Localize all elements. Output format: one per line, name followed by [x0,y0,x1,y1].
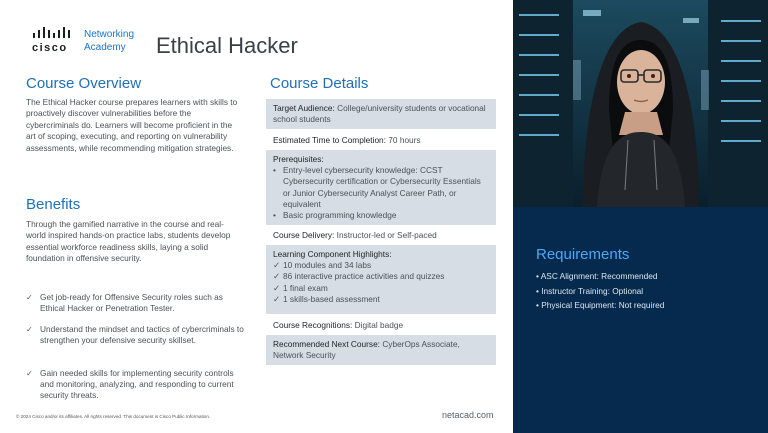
highlights-row [266,245,496,314]
target-audience-row [266,99,496,129]
benefits-text: Through the gamified narrative in the course and real-world inspired hands-on practice labs, students develop essential workforce readiness skills, laying a solid foundation in offensive security. [26,219,231,264]
check-icon: ✓ [273,271,280,282]
highlights-list [273,260,489,305]
recognition-row [266,316,496,334]
cisco-bars-icon [32,26,74,40]
footer-url-link[interactable]: netacad.com [442,410,494,420]
prerequisites-row [266,150,496,225]
bullet-icon: • [536,300,539,310]
next-course-row [266,335,496,365]
check-icon: ✓ [273,260,280,271]
check-icon: ✓ [273,293,280,304]
delivery-value: Instructor-led or Self-paced [336,230,437,240]
check-icon: ✓ [26,293,33,302]
prerequisite-item: • Basic programming knowledge [273,210,397,221]
requirement-item: • Physical Equipment: Not required [536,300,665,310]
delivery-label: Course Delivery: [273,230,335,240]
bullet-icon: • [536,271,539,281]
overview-heading: Course Overview [26,75,142,92]
benefit-item: ✓ Get job-ready for Offensive Security roles such as Ethical Hacker or Penetration Tester. [26,292,223,314]
benefits-heading: Benefits [26,196,81,213]
highlight-item: ✓ 86 interactive practice activities and quizzes [273,271,445,282]
requirements-heading: Requirements [536,246,630,263]
recognition-value: Digital badge [354,320,404,330]
bullet-icon: • [536,286,539,296]
benefit-item: ✓ Understand the mindset and tactics of cybercriminals to strengthen your defensive security skillset. [26,324,244,346]
highlight-item: ✓ 1 final exam [273,282,328,293]
details-heading: Course Details [270,75,369,92]
bullet-icon: • [273,165,276,176]
recognition-label: Course Recognitions: [273,320,353,330]
highlights-label: Learning Component Highlights: [273,249,392,259]
requirement-item: • Instructor Training: Optional [536,286,644,296]
time-row [266,131,496,149]
highlight-item: ✓ 1 skills-based assessment [273,293,380,304]
cisco-wordmark: cisco [32,42,68,54]
hacker-illustration [513,0,768,207]
logo-academy-text: Academy [84,42,126,53]
check-icon: ✓ [26,325,33,334]
overview-text: The Ethical Hacker course prepares learners with skills to proactively discover vulnerabilities before the cybercriminals do. Learners will become proficient in the art of scoping, executing, and reporting on vulnerability assessments, while recommending mitigation strategies. [26,97,238,153]
benefit-item: ✓ Gain needed skills for implementing security controls and monitoring, analyzing, and responding to current security threats. [26,368,234,401]
page-title: Ethical Hacker [156,33,298,58]
highlight-item: ✓ 10 modules and 34 labs [273,260,372,271]
requirement-item: • ASC Alignment: Recommended [536,271,658,281]
next-course-label: Recommended Next Course: [273,339,380,349]
logo-networking-text: Networking [84,29,135,40]
prerequisites-label: Prerequisites: [273,154,324,164]
prerequisite-item: • Entry-level cybersecurity knowledge: CCST Cybersecurity certification or Cybersecurity Essentials or Junior Cybersecurity Analyst Career Path, or equivalent [273,165,481,209]
footer-copyright: © 2024 Cisco and/or its affiliates. All rights reserved. This document is Cisco Public Information. [16,414,211,419]
delivery-row [266,226,496,244]
cisco-networking-academy-logo [26,18,144,60]
target-audience-value: College/university students or vocational school students [273,103,486,125]
next-course-value: CyberOps Associate, Network Security [273,339,460,361]
check-icon: ✓ [273,282,280,293]
time-label: Estimated Time to Completion: [273,135,386,145]
hacker-hero-image [513,0,768,207]
check-icon: ✓ [26,369,33,378]
bullet-icon: • [273,210,276,221]
time-value: 70 hours [388,135,421,145]
prerequisites-list [273,165,489,221]
target-audience-label: Target Audience: [273,103,335,113]
